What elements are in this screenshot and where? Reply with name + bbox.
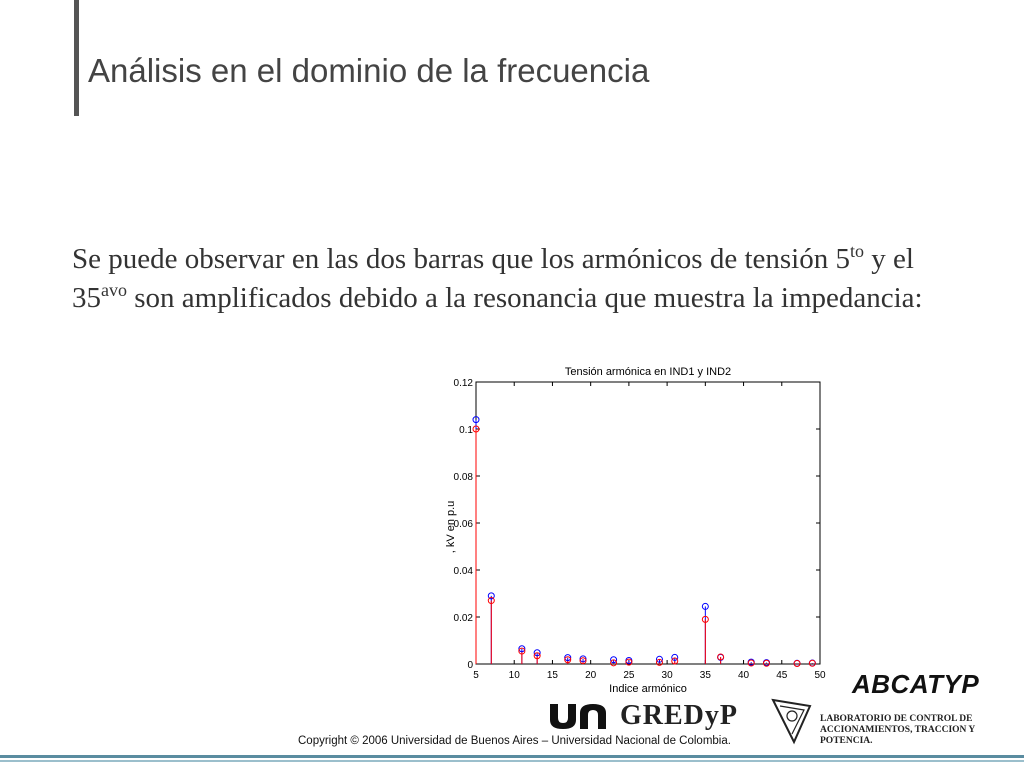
footer-divider [0,755,1024,758]
x-tick-label: 30 [661,670,673,681]
body-superscript-2: avo [101,280,127,300]
y-axis-label: , kV en p.u [445,500,457,554]
y-tick-label: 0.12 [453,378,473,389]
gredyp-logo-text: GREDyP [620,700,738,731]
lab-name-text: LABORATORIO DE CONTROL DE ACCIONAMIENTOS, TRACCION Y POTENCIA. [820,714,975,746]
x-axis-label: Indice armónico [609,683,687,695]
y-tick-label: 0.06 [453,519,473,530]
body-text-part1: Se puede observar en las dos barras que los armónicos de tensión 5 [72,243,850,275]
y-tick-label: 0.04 [453,566,473,577]
y-tick-label: 0.08 [453,472,473,483]
harmonic-voltage-chart [430,360,840,700]
labcatyp-logo-text: ABCATYP [852,669,980,699]
plot-area [476,382,820,664]
body-text-part2: y el 35 [72,243,914,314]
x-tick-label: 25 [623,670,635,681]
y-tick-label: 0.1 [459,425,473,436]
title-accent-bar [74,0,79,116]
x-tick-label: 10 [508,670,520,681]
y-tick-label: 0.02 [453,613,473,624]
un-logo-icon [548,700,608,730]
x-tick-label: 50 [814,670,826,681]
slide-title: Análisis en el dominio de la frecuencia [88,52,650,89]
lab-triangle-icon [770,696,816,746]
copyright-text: Copyright © 2006 Universidad de Buenos Aires – Universidad Nacional de Colombia. [298,735,731,747]
body-paragraph [72,240,972,318]
chart-title: Tensión armónica en IND1 y IND2 [564,366,732,378]
y-tick-label: 0 [467,660,473,671]
x-tick-label: 35 [699,670,711,681]
x-tick-label: 40 [737,670,750,681]
x-tick-label: 45 [776,670,788,681]
x-tick-label: 5 [473,670,479,681]
body-superscript-1: to [849,241,864,261]
body-text-part3: son amplificados debido a la resonancia que muestra la impedancia: [127,282,923,314]
x-tick-label: 15 [546,670,559,681]
footer-divider-light [0,760,1024,762]
x-tick-label: 20 [585,670,597,681]
